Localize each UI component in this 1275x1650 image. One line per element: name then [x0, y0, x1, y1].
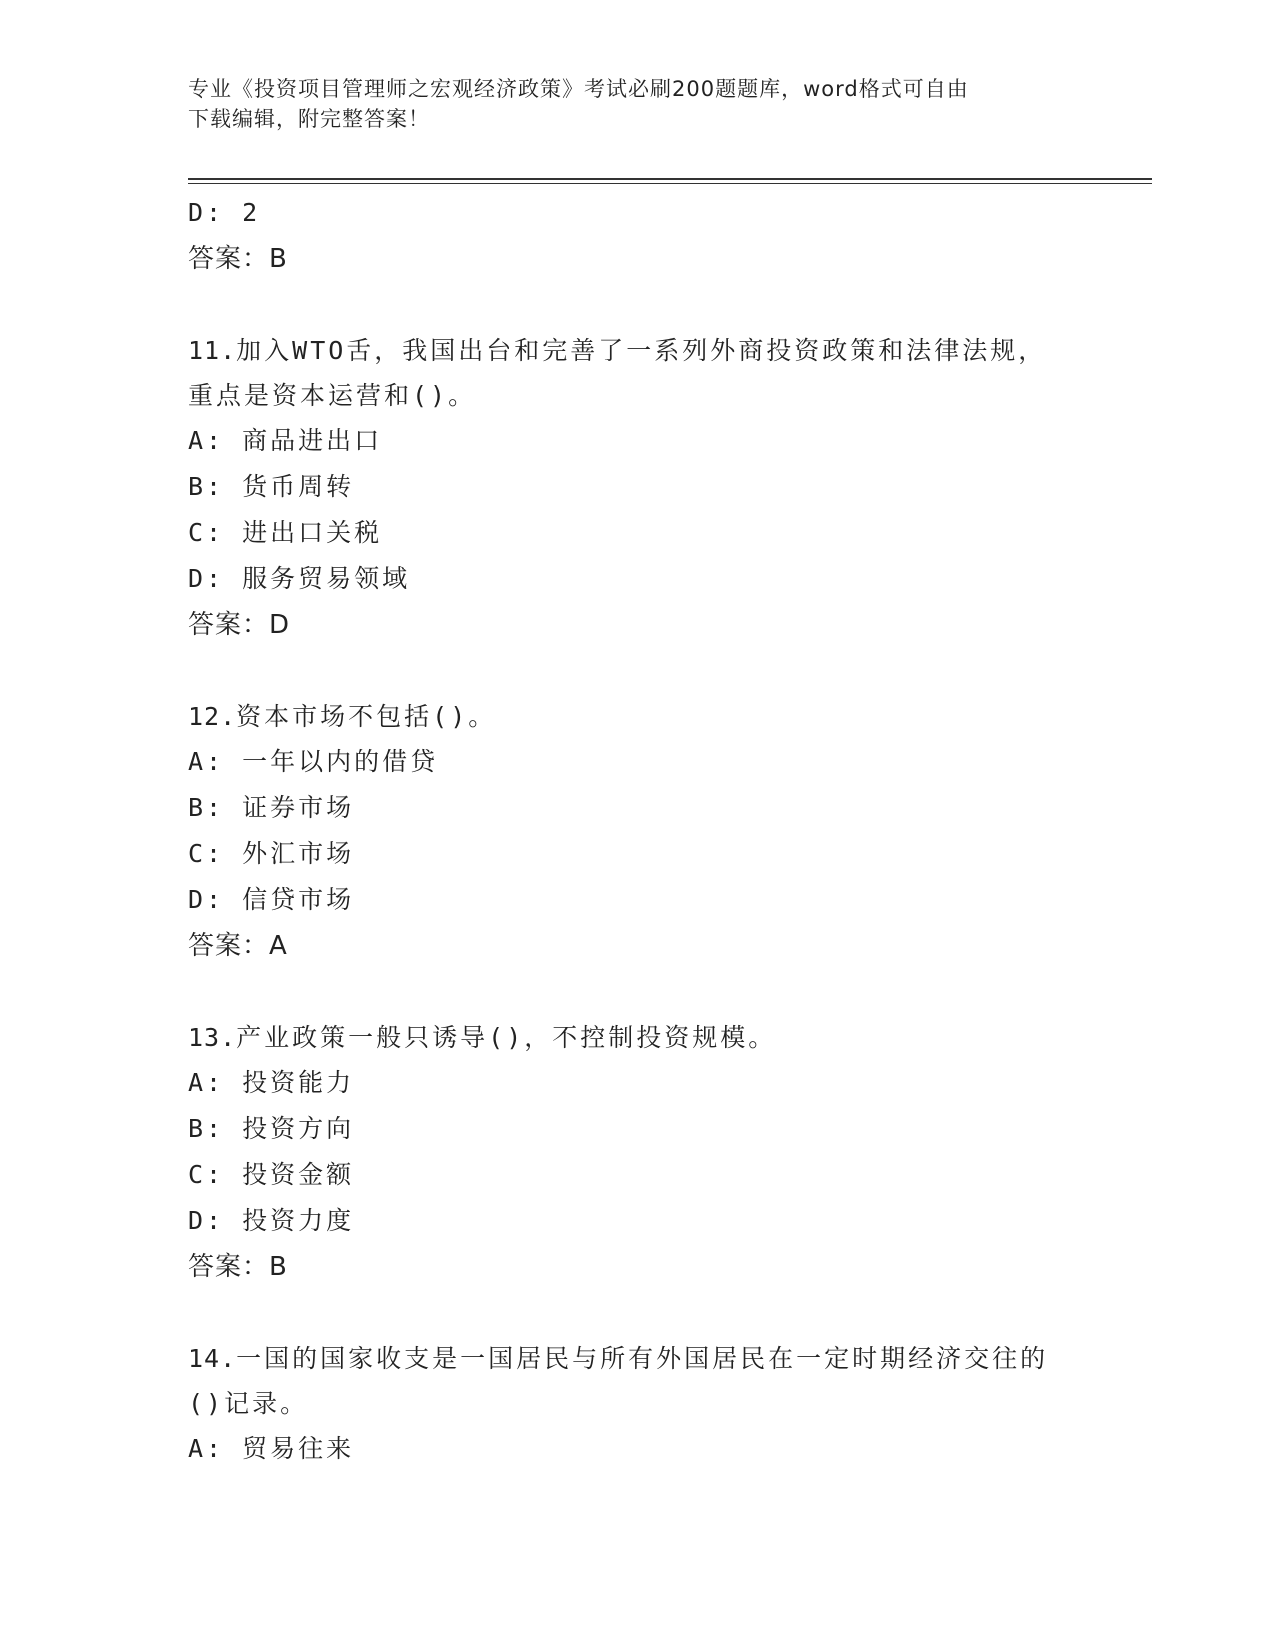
answer: 答案：D: [188, 610, 291, 640]
answer: 答案：A: [188, 931, 288, 961]
spacer: [188, 969, 1088, 1015]
prev-answer: 答案：B: [188, 244, 288, 274]
stem-line-1: 资本市场不包括()。: [236, 702, 497, 731]
header-divider-thick: [188, 178, 1152, 180]
option-b: B: 货币周转: [188, 472, 355, 501]
option-c: C: 投资金额: [188, 1160, 355, 1189]
answer: 答案：B: [188, 1252, 288, 1282]
prev-option-d: D: 2: [188, 198, 261, 227]
option-c: C: 进出口关税: [188, 518, 383, 547]
option-b: B: 投资方向: [188, 1114, 355, 1143]
option-a: A: 贸易往来: [188, 1434, 355, 1463]
question-number: 11.: [188, 336, 237, 365]
option-b: B: 证券市场: [188, 793, 355, 822]
question-stem: [188, 1015, 1088, 1060]
header-line-1: 专业《投资项目管理师之宏观经济政策》考试必刷200题题库，word格式可自由: [188, 77, 969, 101]
spacer: [188, 648, 1088, 694]
option-a: A: 一年以内的借贷: [188, 747, 439, 776]
question-stem: [188, 328, 1088, 418]
option-d: D: 投资力度: [188, 1206, 355, 1235]
question-list: [188, 190, 1088, 1472]
stem-line-1: 一国的国家收支是一国居民与所有外国居民在一定时期经济交往的: [236, 1344, 1049, 1373]
question-number: 14.: [188, 1344, 237, 1373]
spacer: [188, 282, 1088, 328]
question-stem: [188, 694, 1088, 739]
question-11: [188, 328, 1088, 648]
question-12: [188, 694, 1088, 969]
stem-line-2: ()记录。: [188, 1389, 309, 1418]
stem-line-1: 加入WTO舌，我国出台和完善了一系列外商投资政策和法律法规，: [236, 336, 1047, 365]
option-a: A: 投资能力: [188, 1068, 355, 1097]
header-divider-thin: [188, 183, 1152, 184]
stem-line-1: 产业政策一般只诱导()，不控制投资规模。: [236, 1023, 777, 1052]
option-c: C: 外汇市场: [188, 839, 355, 868]
question-number: 12.: [188, 702, 237, 731]
option-d: D: 信贷市场: [188, 885, 355, 914]
spacer: [188, 1290, 1088, 1336]
option-d: D: 服务贸易领域: [188, 564, 411, 593]
document-header: [188, 74, 1068, 134]
question-number: 13.: [188, 1023, 237, 1052]
question-stem: [188, 1336, 1088, 1426]
question-14: [188, 1336, 1088, 1472]
stem-line-2: 重点是资本运营和()。: [188, 381, 477, 410]
option-a: A: 商品进出口: [188, 426, 383, 455]
header-line-2: 下载编辑，附完整答案！: [188, 107, 430, 131]
question-13: [188, 1015, 1088, 1290]
